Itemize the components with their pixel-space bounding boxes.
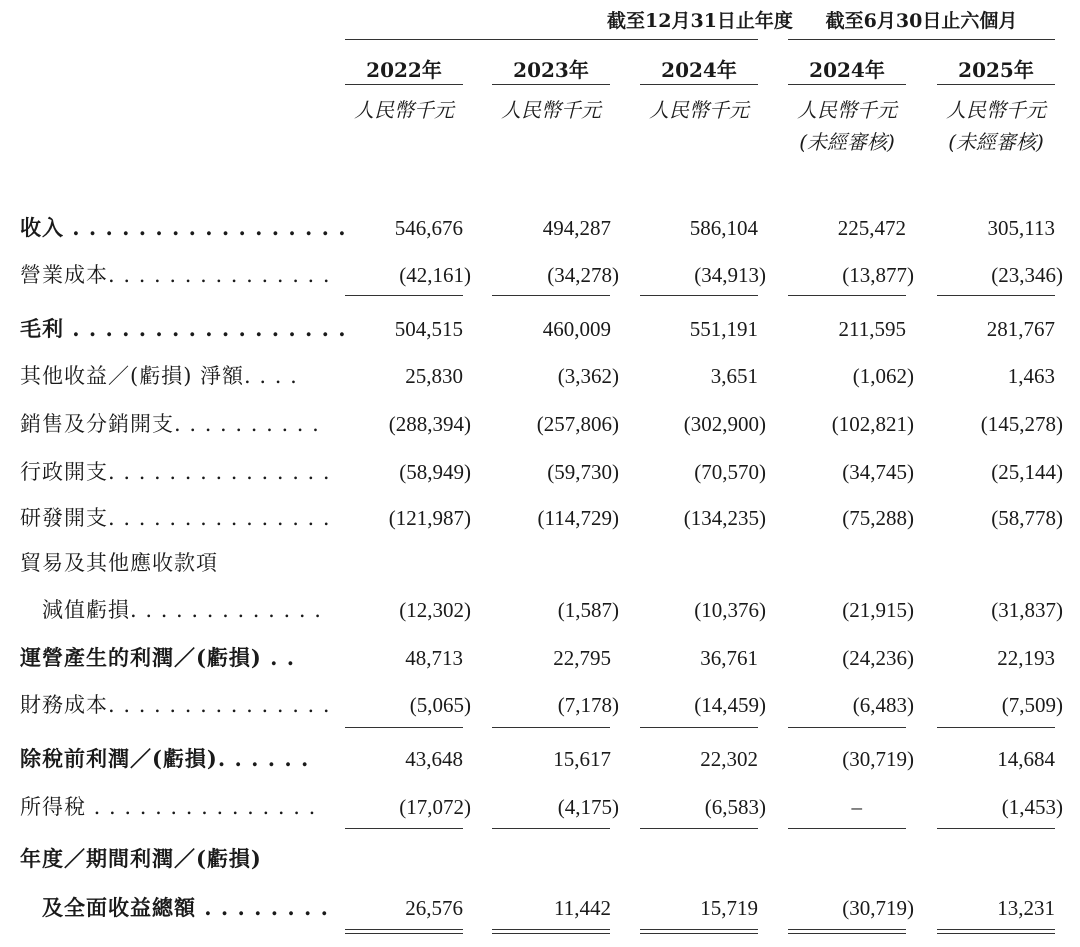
total-double-rule: [640, 929, 758, 934]
subtotal-rule: [640, 727, 758, 728]
table-cell: (6,483): [852, 693, 914, 717]
table-cell: (24,236): [842, 646, 914, 670]
row-label: 年度／期間利潤／(虧損): [20, 846, 262, 871]
table-cell: 211,595: [838, 317, 906, 341]
table-cell: (17,072): [399, 795, 471, 819]
subtotal-rule: [345, 828, 463, 829]
subtotal-rule: [788, 727, 906, 728]
table-cell: (1,453): [1001, 795, 1063, 819]
row-label: 研發開支. . . . . . . . . . . . . . .: [20, 506, 331, 530]
table-cell: 48,713: [405, 646, 463, 670]
table-cell: (75,288): [842, 506, 914, 530]
row-label: 銷售及分銷開支. . . . . . . . . .: [20, 412, 320, 436]
table-cell: 546,676: [394, 216, 463, 240]
table-row: [0, 790, 1080, 824]
subtotal-rule: [937, 727, 1055, 728]
table-cell: (134,235): [683, 506, 766, 530]
subtotal-rule: [492, 727, 610, 728]
table-cell: (6,583): [704, 795, 766, 819]
total-double-rule: [492, 929, 610, 934]
unit-header: 人民幣千元: [354, 98, 454, 122]
table-row: [0, 312, 1080, 346]
table-cell: 3,651: [710, 364, 758, 388]
table-cell: (70,570): [694, 460, 766, 484]
table-cell: 1,463: [1007, 364, 1055, 388]
row-label: 減值虧損. . . . . . . . . . . . .: [42, 598, 322, 622]
table-cell: 26,576: [405, 896, 463, 920]
group-rule-annual: [345, 39, 758, 40]
table-row: [0, 407, 1080, 441]
table-cell: 11,442: [554, 896, 611, 920]
subtotal-rule: [345, 295, 463, 296]
table-cell: (102,821): [831, 412, 914, 436]
table-cell: 281,767: [986, 317, 1055, 341]
table-cell: (58,949): [399, 460, 471, 484]
year-rule: [640, 84, 758, 85]
table-cell: (114,729): [537, 506, 619, 530]
row-label: 其他收益／(虧損) 淨額. . . .: [20, 364, 298, 388]
row-label: 除稅前利潤／(虧損). . . . . .: [20, 746, 310, 771]
table-cell: (21,915): [842, 598, 914, 622]
table-cell: 14,684: [997, 747, 1055, 771]
table-cell: (13,877): [842, 263, 914, 287]
unit-header: 人民幣千元 (未經審核): [946, 98, 1046, 154]
table-cell: –: [851, 795, 862, 819]
table-cell: 25,830: [405, 364, 463, 388]
table-row: [0, 742, 1080, 776]
row-label: 收入 . . . . . . . . . . . . . . . . .: [20, 215, 347, 240]
total-double-rule: [345, 929, 463, 934]
table-row: [0, 501, 1080, 535]
subtotal-rule: [788, 295, 906, 296]
table-cell: (34,913): [694, 263, 766, 287]
table-cell: 22,193: [997, 646, 1055, 670]
table-cell: (58,778): [991, 506, 1063, 530]
row-label: 及全面收益總額 . . . . . . . .: [42, 895, 329, 920]
table-cell: 15,719: [700, 896, 758, 920]
table-cell: 13,231: [997, 896, 1055, 920]
year-rule: [937, 84, 1055, 85]
table-cell: 504,515: [394, 317, 463, 341]
table-cell: (30,719): [842, 747, 914, 771]
table-cell: (5,065): [409, 693, 471, 717]
table-cell: (30,719): [842, 896, 914, 920]
subtotal-rule: [640, 295, 758, 296]
table-cell: (288,394): [388, 412, 471, 436]
group-header-annual: 截至12月31日止年度: [607, 10, 793, 32]
year-header: 2025年: [958, 58, 1034, 82]
year-rule: [788, 84, 906, 85]
subtotal-rule: [788, 828, 906, 829]
row-label: 行政開支. . . . . . . . . . . . . . .: [20, 460, 331, 484]
year-rule: [345, 84, 463, 85]
subtotal-rule: [937, 828, 1055, 829]
subtotal-rule: [937, 295, 1055, 296]
row-label: 運營產生的利潤／(虧損) . .: [20, 645, 296, 670]
table-row: [0, 258, 1080, 292]
table-cell: 586,104: [689, 216, 758, 240]
table-cell: (7,509): [1001, 693, 1063, 717]
table-cell: (3,362): [557, 364, 619, 388]
subtotal-rule: [492, 295, 610, 296]
table-cell: (14,459): [694, 693, 766, 717]
table-cell: 225,472: [837, 216, 906, 240]
total-double-rule: [788, 929, 906, 934]
subtotal-rule: [345, 727, 463, 728]
table-cell: (12,302): [399, 598, 471, 622]
table-cell: (42,161): [399, 263, 471, 287]
table-cell: (257,806): [536, 412, 619, 436]
table-row: [0, 891, 1080, 925]
row-label: 財務成本. . . . . . . . . . . . . . .: [20, 693, 331, 717]
table-cell: (31,837): [991, 598, 1063, 622]
year-header: 2022年: [366, 58, 442, 82]
table-cell: 305,113: [987, 216, 1055, 240]
table-cell: (34,745): [842, 460, 914, 484]
year-rule: [492, 84, 610, 85]
table-cell: 22,302: [700, 747, 758, 771]
table-cell: (302,900): [683, 412, 766, 436]
table-cell: 22,795: [553, 646, 611, 670]
table-row: [0, 359, 1080, 393]
table-row: [0, 842, 1080, 876]
table-cell: (1,062): [852, 364, 914, 388]
table-cell: 494,287: [542, 216, 611, 240]
table-row: [0, 593, 1080, 627]
table-row: [0, 546, 1080, 580]
table-cell: (145,278): [980, 412, 1063, 436]
table-cell: 36,761: [700, 646, 758, 670]
table-cell: (1,587): [557, 598, 619, 622]
year-header: 2024年: [809, 58, 885, 82]
table-cell: (7,178): [557, 693, 619, 717]
unit-header: 人民幣千元: [649, 98, 749, 122]
table-cell: (59,730): [547, 460, 619, 484]
unit-header: 人民幣千元 (未經審核): [797, 98, 897, 154]
table-cell: 460,009: [542, 317, 611, 341]
subtotal-rule: [492, 828, 610, 829]
total-double-rule: [937, 929, 1055, 934]
table-cell: 551,191: [689, 317, 758, 341]
table-row: [0, 641, 1080, 675]
row-label: 貿易及其他應收款項: [20, 551, 218, 575]
table-cell: (4,175): [557, 795, 619, 819]
group-header-interim: 截至6月30日止六個月: [825, 10, 1018, 32]
table-cell: (25,144): [991, 460, 1063, 484]
table-cell: (121,987): [388, 506, 471, 530]
table-cell: (10,376): [694, 598, 766, 622]
row-label: 所得稅 . . . . . . . . . . . . . . .: [20, 795, 317, 819]
table-cell: (34,278): [547, 263, 619, 287]
year-header: 2024年: [661, 58, 737, 82]
table-row: [0, 211, 1080, 245]
row-label: 毛利 . . . . . . . . . . . . . . . . .: [20, 316, 347, 341]
unit-header: 人民幣千元: [501, 98, 601, 122]
table-cell: 15,617: [553, 747, 611, 771]
row-label: 營業成本. . . . . . . . . . . . . . .: [20, 263, 331, 287]
table-cell: 43,648: [405, 747, 463, 771]
group-rule-interim: [788, 39, 1055, 40]
table-row: [0, 688, 1080, 722]
subtotal-rule: [640, 828, 758, 829]
table-cell: (23,346): [991, 263, 1063, 287]
year-header: 2023年: [513, 58, 589, 82]
table-row: [0, 455, 1080, 489]
